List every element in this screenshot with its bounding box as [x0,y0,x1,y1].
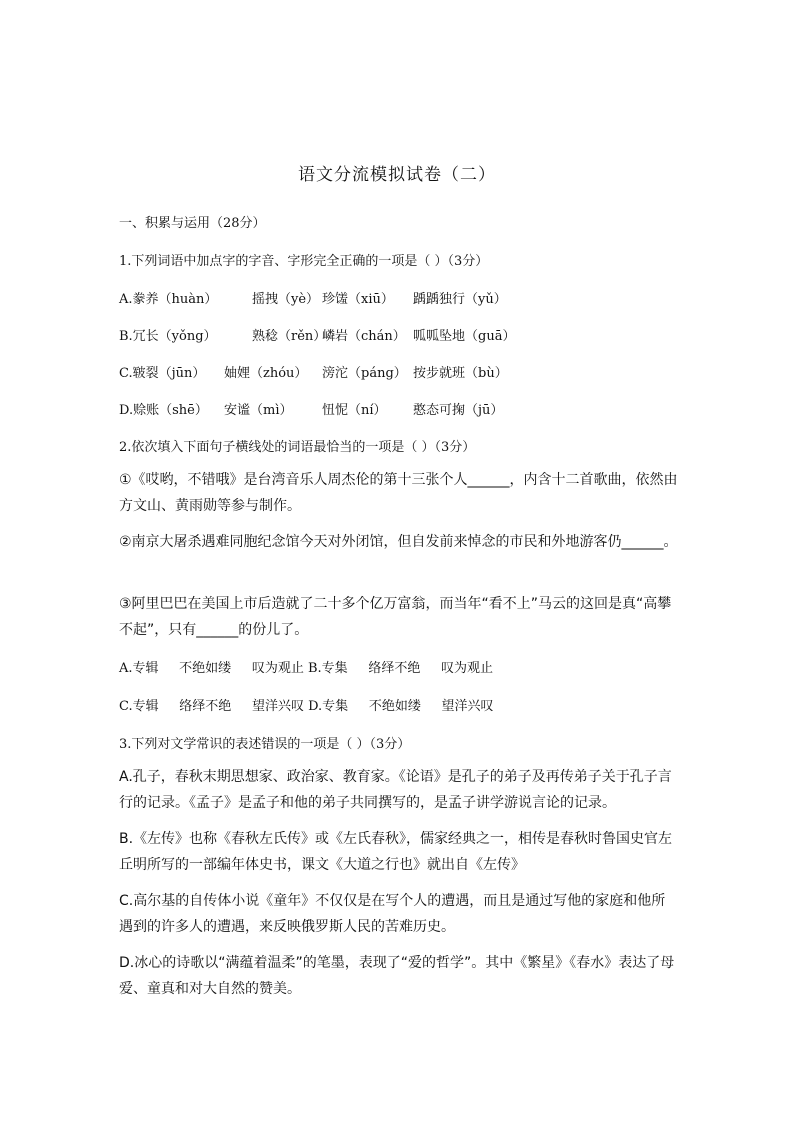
question-2-stem: 2.依次填入下面句子横线处的词语最恰当的一项是（ ）（3分） [119,440,476,455]
option-term: 熟稔（rěn） [252,329,327,344]
option-term: 妯娌（zhóu） [224,366,308,381]
option-term: 安谧（mì） [224,403,293,418]
question-3-option-b: B.《左传》也称《春秋左氏传》或《左氏春秋》，儒家经典之一，相传是春秋时鲁国史官左丘明所写的一部编年体史书，课文《大道之行也》就出自《左传》 [119,831,673,873]
question-3-option-d: D.冰心的诗歌以“满蕴着温柔”的笔墨，表现了“爱的哲学”。其中《繁星》《春水》表达了母爱、童真和对大自然的赞美。 [119,955,675,997]
option-term: A.豢养（huàn） [119,292,218,307]
option-term: 珍馐（xiū） [322,292,394,307]
option-term: 呱呱坠地（guā） [413,329,516,344]
question-1-option-c: C.皲裂（jūn） [119,366,206,381]
question-2-options-ab: A.专辑 不绝如缕 叹为观止 B.专集 络绎不绝 叹为观止 [119,661,493,676]
question-2-sentence-1: ①《哎哟，不错哦》是台湾音乐人周杰伦的第十三张个人______，内含十二首歌曲，依然由方文山、黄雨勋等参与制作。 [119,472,678,514]
option-term: 摇拽（yè） [252,292,320,307]
option-term: 滂沱（páng） [322,366,407,381]
option-term: 嶙岩（chán） [322,329,406,344]
page-title: 语文分流模拟试卷（二） [298,165,496,185]
section-heading: 一、积累与运用（28分） [119,216,266,231]
question-2-sentence-2: ②南京大屠杀遇难同胞纪念馆今天对外闭馆，但自发前来悼念的市民和外地游客仍______。 [119,534,678,550]
question-1-option-d: D.赊账（shē） [119,403,208,418]
question-3-option-c: C.高尔基的自传体小说《童年》不仅仅是在写个人的遭遇，而且是通过写他的家庭和他所遇到的许多人的遭遇，来反映俄罗斯人民的苦难历史。 [119,893,666,935]
option-term: 忸怩（ní） [322,403,387,418]
question-2-options-cd: C.专辑 络绎不绝 望洋兴叹 D.专集 不绝如缕 望洋兴叹 [119,699,494,714]
question-2-sentence-3: ③阿里巴巴在美国上市后造就了二十多个亿万富翁，而当年“看不上”马云的这回是真“高攀不起”，只有______的份儿了。 [119,596,672,638]
question-1-option-b: B.冗长（yǒng） [119,329,217,344]
option-term: 按步就班（bù） [413,366,508,381]
question-1-stem: 1.下列词语中加点字的字音、字形完全正确的一项是（ ）（3分） [119,254,489,269]
question-3-stem: 3.下列对文学常识的表述错误的一项是（ ）（3分） [119,737,411,752]
option-term: 踽踽独行（yǔ） [413,292,507,307]
question-1-option-a [119,288,217,307]
question-3-option-a: A.孔子，春秋末期思想家、政治家、教育家。《论语》是孔子的弟子及再传弟子关于孔子言行的记录。《孟子》是孟子和他的弟子共同撰写的，是孟子讲学游说言论的记录。 [119,769,672,811]
option-term: 憨态可掬（jū） [413,403,504,418]
